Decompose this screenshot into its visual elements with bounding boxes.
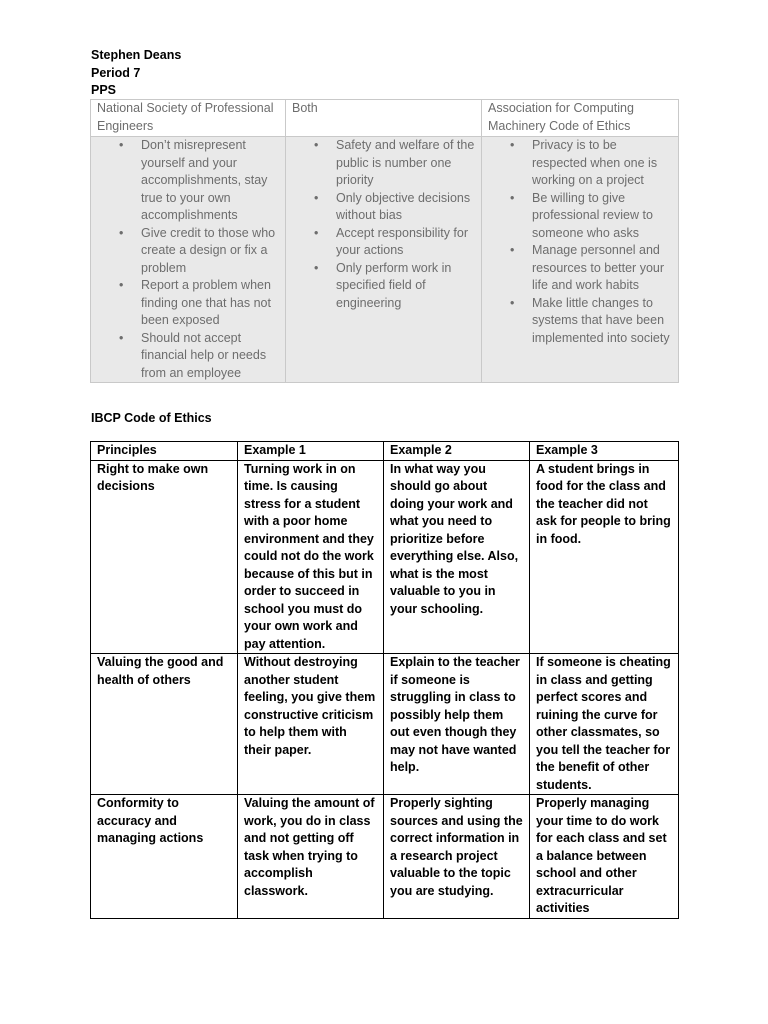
list-item: • Accept responsibility for your actions	[336, 225, 475, 260]
table-row	[91, 654, 679, 795]
principle-cell: Conformity to accuracy and managing actions	[91, 795, 238, 919]
comparison-header-acm: Association for Computing Machinery Code of Ethics	[482, 100, 679, 137]
list-item: • Don’t misrepresent yourself and your accomplishments, stay true to your own accomplishments	[141, 137, 279, 225]
class-name: PPS	[91, 83, 117, 97]
example-cell: Properly managing your time to do work for each class and set a balance between school and other extracurricular activities	[530, 795, 679, 919]
example-cell: Turning work in on time. Is causing stress for a student with a poor home environment and they could not do the work because of this but in order to succeed in school you must do your own work and pay attention.	[238, 460, 384, 654]
example-cell: A student brings in food for the class and the teacher did not ask for people to bring in food.	[530, 460, 679, 654]
document-header	[91, 47, 181, 100]
ibcp-header-row	[91, 442, 679, 461]
ibcp-header-example-2: Example 2	[384, 442, 530, 461]
ibcp-header-example-3: Example 3	[530, 442, 679, 461]
list-item: • Privacy is to be respected when one is working on a project	[532, 137, 672, 190]
student-name: Stephen Deans	[91, 48, 182, 62]
principle-cell: Right to make own decisions	[91, 460, 238, 654]
example-cell: Explain to the teacher if someone is struggling in class to possibly help them out even though they may not have wanted help.	[384, 654, 530, 795]
example-cell: In what way you should go about doing your work and what you need to prioritize before everything else. Also, what is the most valuable to you in your schooling.	[384, 460, 530, 654]
ibcp-header-example-1: Example 1	[238, 442, 384, 461]
list-item: • Should not accept financial help or needs from an employee	[141, 330, 279, 383]
list-item: • Only objective decisions without bias	[336, 190, 475, 225]
ibcp-title: IBCP Code of Ethics	[91, 411, 212, 425]
list-item: • Only perform work in specified field of engineering	[336, 260, 475, 313]
comparison-header-both: Both	[286, 100, 482, 137]
nspe-column	[91, 137, 286, 383]
list-item: • Be willing to give professional review to someone who asks	[532, 190, 672, 243]
table-row	[91, 795, 679, 919]
list-item: • Manage personnel and resources to better your life and work habits	[532, 242, 672, 295]
example-cell: Without destroying another student feeling, you give them constructive criticism to help them with their paper.	[238, 654, 384, 795]
acm-list	[488, 137, 672, 347]
class-period: Period 7	[91, 65, 141, 80]
list-item: • Report a problem when finding one that has not been exposed	[141, 277, 279, 330]
both-column	[286, 137, 482, 383]
ibcp-header-principles: Principles	[91, 442, 238, 461]
principle-cell: Valuing the good and health of others	[91, 654, 238, 795]
list-item: • Make little changes to systems that have been implemented into society	[532, 295, 672, 348]
acm-column	[482, 137, 679, 383]
example-cell: If someone is cheating in class and getting perfect scores and ruining the curve for other classmates, so you tell the teacher for the benefit of other students.	[530, 654, 679, 795]
list-item: • Safety and welfare of the public is number one priority	[336, 137, 475, 190]
list-item: • Give credit to those who create a design or fix a problem	[141, 225, 279, 278]
nspe-list	[97, 137, 279, 382]
comparison-body-row	[91, 137, 679, 383]
ethics-comparison-table	[90, 99, 679, 383]
example-cell: Properly sighting sources and using the correct information in a research project valuable to the topic you are studying.	[384, 795, 530, 919]
both-list	[292, 137, 475, 312]
example-cell: Valuing the amount of work, you do in class and not getting off task when trying to accomplish classwork.	[238, 795, 384, 919]
table-row	[91, 460, 679, 654]
comparison-header-row	[91, 100, 679, 137]
ibcp-table	[90, 441, 679, 919]
comparison-header-nspe: National Society of Professional Engineers	[91, 100, 286, 137]
